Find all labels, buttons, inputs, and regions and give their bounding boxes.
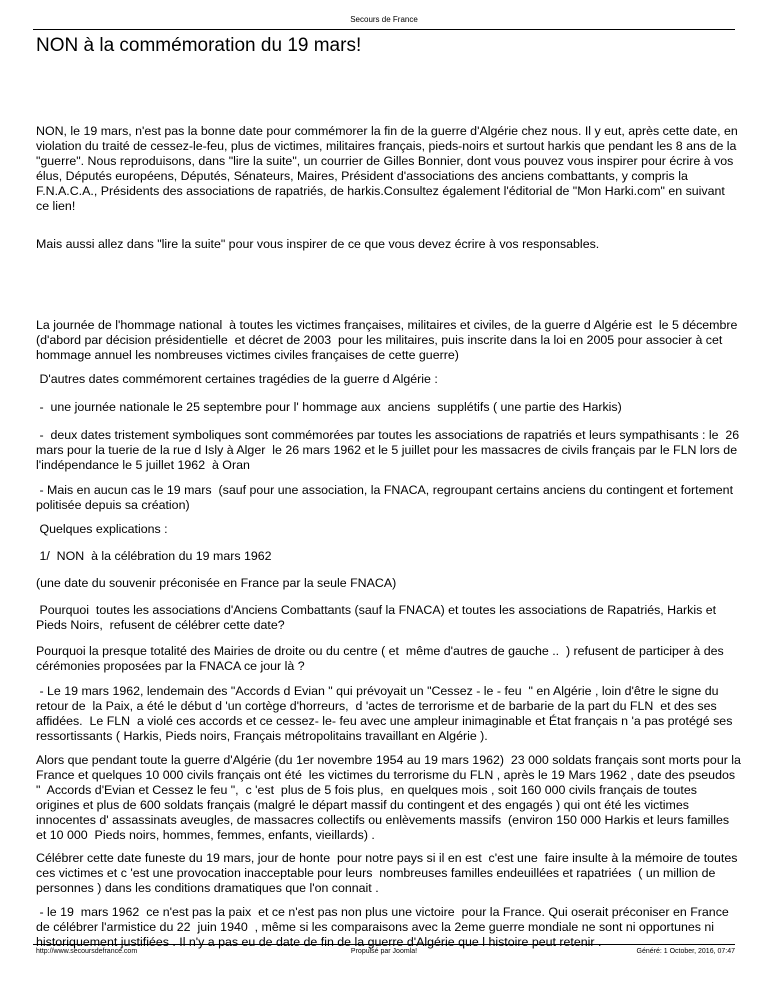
paragraph: Mais aussi allez dans "lire la suite" pour vous inspirer de ce que vous devez écrire à vos responsables. (36, 237, 600, 251)
article-body-part (36, 753, 745, 843)
paragraph: Pourquoi la presque totalité des Mairies de droite ou du centre ( et même d'autres de gauche .. ) refusent de participer à des cérémonies proposées par la FNACA ce jour là ? (36, 644, 728, 673)
article-body-part (36, 372, 741, 387)
footer-url: http://www.secoursdefrance.com (36, 948, 138, 955)
paragraph: Célébrer cette date funeste du 19 mars, jour de honte pour notre pays si il en est c'est une faire insulte à la mémoire de toutes ces victimes et c 'est une provocation inacceptable pour leurs nombreuses familles endeuillées et rapatriées ( un million de personnes ) dans les conditions dramatiques que l'on connait . (36, 851, 741, 895)
article-body-part (36, 318, 745, 363)
article-body-part (36, 237, 741, 252)
article-body-part (36, 576, 741, 591)
paragraph: Alors que pendant toute la guerre d'Algérie (du 1er novembre 1954 au 19 mars 1962) 23 000 soldats français sont morts pour la France et quelques 10 000 civils français ont été les victimes du terrorisme du FLN , après le 19 Mars 1962 , date des pseudos " Accords d'Evian et Cessez le feu ", c 'est plus de 5 fois plus, en quelques mois , soit 160 000 civils français de toutes origines et plus de 600 soldats français (malgré le départ massif du contingent et des engagés ) qui ont été les victimes innocentes d' assassinats aveugles, de massacres collectifs ou enlèvements massifs (environ 150 000 Harkis et leurs familles et 10 000 Pieds noirs, hommes, femmes, enfants, vieillards) . (36, 753, 745, 842)
article-body-part (36, 851, 741, 896)
header-divider (33, 29, 735, 30)
article-body-part (36, 400, 741, 415)
article-body-part (36, 428, 741, 473)
paragraph: - une journée nationale le 25 septembre pour l' hommage aux anciens supplétifs ( une partie des Harkis) (36, 400, 622, 414)
paragraph: 1/ NON à la célébration du 19 mars 1962 (36, 549, 272, 563)
paragraph: NON, le 19 mars, n'est pas la bonne date pour commémorer la fin de la guerre d'Algérie chez nous. Il y eut, après cette date, en violation du traité de cessez-le-feu, plus de victimes, militaires français, pieds-noirs et surtout harkis que pendant les 8 ans de la "guerre". Nous reproduisons, dans "lire la suite", un courrier de Gilles Bonnier, dont vous pouvez vous inspirer pour écrire à vos élus, Députés européens, Députés, Sénateurs, Maires, Président d'associations des anciens combattants, y compris la F.N.A.C.A., Présidents des associations de rapatriés, de harkis.Consultez également l'éditorial de "Mon Harki.com" en suivant ce lien! (36, 124, 742, 213)
header-site-name: Secours de France (350, 15, 418, 24)
footer-divider (33, 944, 735, 945)
paragraph: La journée de l'hommage national à toutes les victimes françaises, militaires et civiles, de la guerre d Algérie est le 5 décembre (d'abord par décision présidentielle et décret de 2003 pour les militaires, puis inscrite dans la loi en 2005 pour associer à cet hommage annuel les nombreuses victimes civiles françaises de cette guerre) (36, 318, 745, 362)
paragraph: - le 19 mars 1962 ce n'est pas la paix et ce n'est pas non plus une victoire pour la France. Qui oserait préconiser en France de célébrer l'armistice du 22 juin 1940 , même si les comparaisons avec la 2eme guerre mondiale ne sont ni opportunes ni historiquement justifiées . Il n'y a pas eu de date de fin de la guerre d'Algérie que l histoire peut retenir . (36, 905, 733, 949)
paragraph: - deux dates tristement symboliques sont commémorées par toutes les associations de rapatriés et leurs sympathisants : le 26 mars pour la tuerie de la rue d Isly à Alger le 26 mars 1962 et le 5 juillet pour les massacres de civils français par le FLN lors de l'indépendance le 5 juillet 1962 à Oran (36, 428, 743, 472)
article-body-part (36, 483, 741, 513)
footer-generated-date: Généré: 1 October, 2016, 07:47 (636, 948, 735, 955)
article-body (36, 124, 741, 214)
footer-powered-by: Propulsé par Joomla! (350, 948, 418, 955)
paragraph: - Le 19 mars 1962, lendemain des "Accords d Evian " qui prévoyait un "Cessez - le - feu " en Algérie , loin d'être le signe du retour de la Paix, a été le début d 'un cortège d'horreurs, d 'actes de terrorisme et de barbarie de la part du FLN et des ses affidées. Le FLN a violé ces accords et ce cessez- le- feu avec une ampleur inimaginable et État français n 'a pas protégé ses ressortissants ( Harkis, Pieds noirs, Français métropolitains travaillant en Algérie ). (36, 684, 736, 743)
paragraph: Pourquoi toutes les associations d'Anciens Combattants (sauf la FNACA) et toutes les associations de Rapatriés, Harkis et Pieds Noirs, refusent de célébrer cette date? (36, 603, 720, 632)
article-body-part (36, 522, 741, 537)
article-body-part (36, 549, 741, 564)
article-body-part (36, 684, 741, 744)
article-body-part (36, 644, 741, 674)
paragraph: - Mais en aucun cas le 19 mars (sauf pour une association, la FNACA, regroupant certains anciens du contingent et fortement politisée depuis sa création) (36, 483, 737, 512)
paragraph: (une date du souvenir préconisée en France par la seule FNACA) (36, 576, 397, 590)
article-body-part (36, 603, 741, 633)
paragraph: D'autres dates commémorent certaines tragédies de la guerre d Algérie : (36, 372, 438, 386)
paragraph: Quelques explications : (36, 522, 168, 536)
article-title: NON à la commémoration du 19 mars! (36, 35, 362, 56)
